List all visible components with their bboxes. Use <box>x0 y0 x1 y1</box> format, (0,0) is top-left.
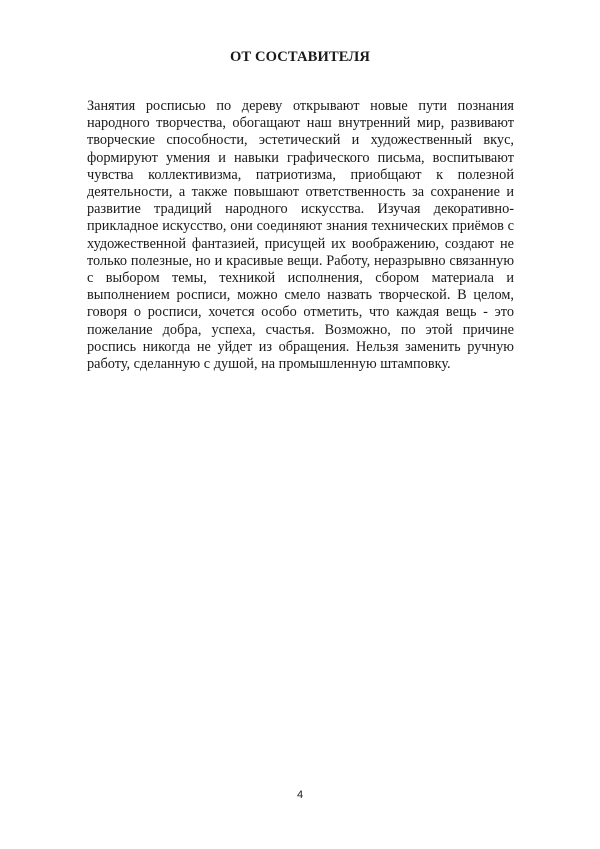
page-title: ОТ СОСТАВИТЕЛЯ <box>229 49 371 65</box>
body-paragraph: Занятия росписью по дереву открывают новые пути познания народного творчества, обогащают наш внутренний мир, развивают творческие способности, эстетический и художественный вкус, формируют умения и навыки графического письма, воспитывают чувства коллективизма, патриотизма, приобщают к полезной деятельности, а также повышают ответственность за сохранение и развитие традиций народного искусства. Изучая декоративно-прикладное искусство, они соединяют знания технических приёмов с художественной фантазией, присущей их воображению, создают не только полезные, но и красивые вещи. Работу, неразрывно связанную с выбором темы, техникой исполнения, сбором материала и выполнением росписи, можно смело назвать творческой. В целом, говоря о росписи, хочется особо отметить, что каждая вещь - это пожелание добра, успеха, счастья. Возможно, по этой причине роспись никогда не уйдет из обращения. Нельзя заменить ручную работу, сделанную с душой, на промышленную штамповку. <box>87 98 514 373</box>
page-number: 4 <box>296 789 304 801</box>
